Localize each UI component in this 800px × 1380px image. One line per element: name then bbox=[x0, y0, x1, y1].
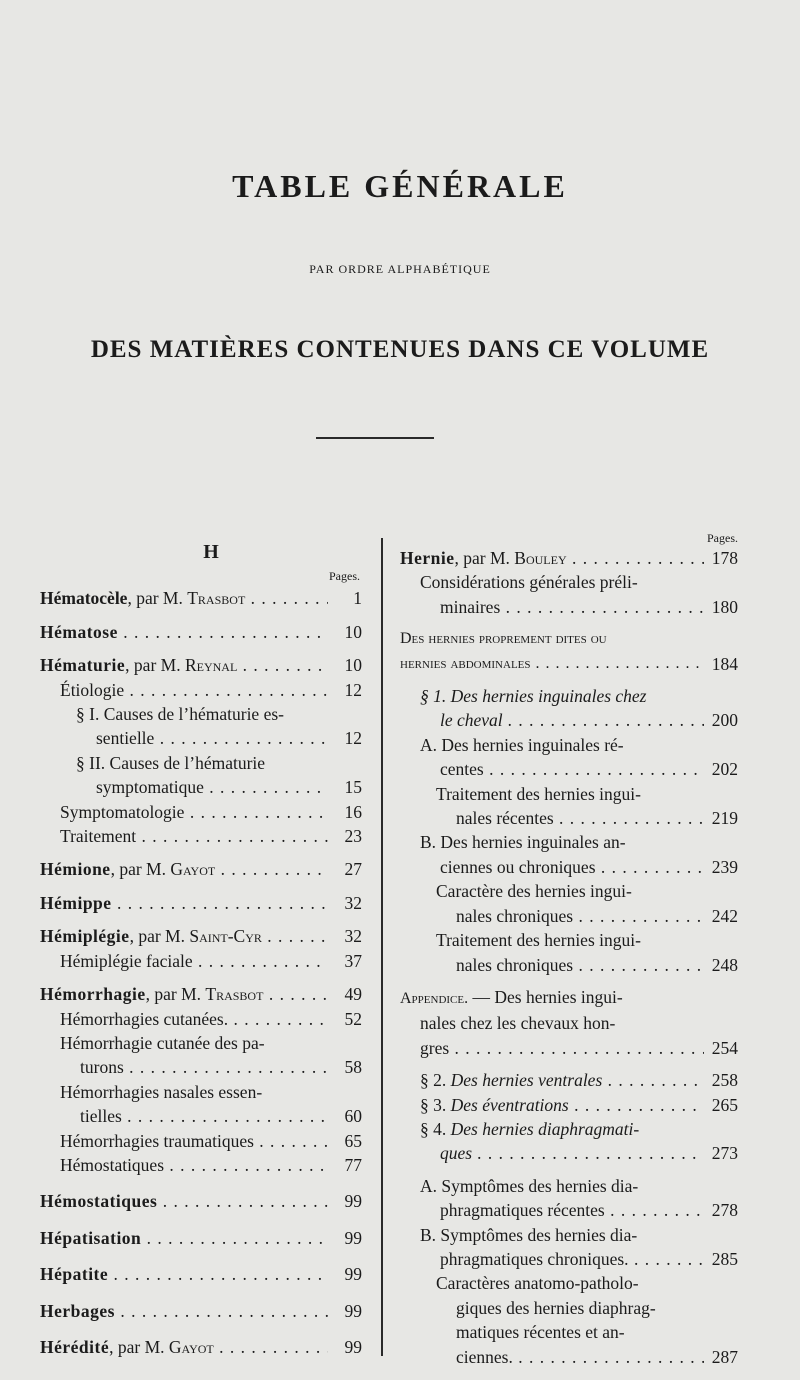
index-subentry bbox=[40, 1007, 362, 1031]
entry-page: 32 bbox=[344, 892, 362, 913]
entry-page: 278 bbox=[711, 1200, 738, 1221]
entry-page: 10 bbox=[344, 655, 362, 676]
entry-text-line2: le cheval bbox=[440, 710, 503, 731]
entry-page: 60 bbox=[344, 1106, 362, 1127]
index-entry bbox=[40, 891, 362, 915]
entry-text: Étiologie bbox=[60, 679, 125, 700]
entry-title: Hématurie bbox=[40, 655, 126, 676]
entry-title: Hématose bbox=[40, 621, 118, 642]
index-subentry bbox=[40, 949, 362, 973]
entry-author: Saint-Cyr bbox=[189, 926, 262, 947]
index-subentry bbox=[40, 1080, 362, 1129]
entry-page: 10 bbox=[344, 621, 362, 642]
entry-page: 242 bbox=[711, 905, 738, 926]
index-subentry bbox=[40, 824, 362, 848]
entry-page: 265 bbox=[711, 1094, 738, 1115]
entry-text-line1: — Des hernies ingui- bbox=[468, 986, 623, 1007]
entry-text-line2: minaires bbox=[440, 596, 501, 617]
entry-text: Des éventrations bbox=[450, 1094, 569, 1115]
index-entry: Hérédité, par M. Gayot . . . 99 bbox=[40, 1335, 362, 1359]
index-entry: Hématurie, par M. Reynal . . . 10 bbox=[40, 653, 362, 677]
index-subentry bbox=[400, 985, 738, 1060]
index-subentry bbox=[400, 879, 738, 928]
entry-text: Hémiplégie faciale bbox=[60, 950, 193, 971]
entry-text-line2: nales chez les chevaux hon- bbox=[420, 1013, 616, 1034]
index-subentry bbox=[40, 702, 362, 751]
entry-text: Des hernies ventrales bbox=[450, 1070, 603, 1091]
entry-page: 200 bbox=[711, 710, 738, 731]
entry-text-line1: Des hernies proprement dites ou bbox=[400, 630, 607, 648]
index-subentry bbox=[40, 1031, 362, 1080]
section-letter: H bbox=[203, 541, 219, 563]
entry-text-line2: nales récentes bbox=[456, 808, 554, 829]
entry-text-line1: Considérations générales préli- bbox=[420, 572, 638, 593]
index-subentry bbox=[400, 782, 738, 831]
entry-page: 99 bbox=[344, 1300, 362, 1321]
entry-text-line2: hernies abdominales bbox=[400, 654, 531, 672]
entry-page: 254 bbox=[711, 1037, 738, 1058]
entry-page: 99 bbox=[344, 1191, 362, 1212]
index-subentry bbox=[40, 1153, 362, 1177]
entry-text: Hémorrhagies traumatiques bbox=[60, 1130, 254, 1151]
entry-text-line2: phragmatiques récentes bbox=[440, 1200, 605, 1221]
index-entry bbox=[40, 620, 362, 644]
entry-title: Hématocèle bbox=[40, 588, 128, 609]
pages-label: Pages. bbox=[329, 569, 360, 584]
index-column-left bbox=[40, 540, 362, 1359]
entry-page: 16 bbox=[344, 801, 362, 822]
index-entry bbox=[40, 1189, 362, 1213]
index-entry: Hématocèle, par M. Trasbot . . . 1 bbox=[40, 586, 362, 610]
entry-page: 99 bbox=[344, 1336, 362, 1357]
entry-text: Hémorrhagies cutanées. bbox=[60, 1008, 229, 1029]
entry-text-line2: tielles bbox=[80, 1106, 122, 1127]
index-subentry bbox=[400, 830, 738, 879]
index-subentry bbox=[400, 684, 738, 733]
index-subentry bbox=[400, 1093, 738, 1117]
title-rule bbox=[316, 437, 434, 439]
entry-text-line2: nales chroniques bbox=[456, 905, 574, 926]
entry-page: 12 bbox=[344, 728, 362, 749]
index-entry bbox=[40, 1299, 362, 1323]
page-subtitle: PAR ORDRE ALPHABÉTIQUE bbox=[309, 262, 491, 276]
index-entry: Hémione, par M. Gayot . . . 27 bbox=[40, 857, 362, 881]
entry-text-line1: Traitement des hernies ingui- bbox=[436, 930, 641, 951]
entry-page: 1 bbox=[353, 588, 362, 609]
entry-text-line1: Des hernies diaphragmati- bbox=[450, 1118, 640, 1139]
entry-text-line1: Hémorrhagie cutanée des pa- bbox=[60, 1032, 265, 1053]
entry-title: Hémiplégie bbox=[40, 926, 130, 947]
entry-text-line1: Traitement des hernies ingui- bbox=[436, 783, 641, 804]
column-divider bbox=[381, 538, 383, 1356]
page-heading: DES MATIÈRES CONTENUES DANS CE VOLUME bbox=[90, 336, 710, 363]
entry-label: § 3. bbox=[420, 1094, 447, 1115]
index-subentry bbox=[40, 678, 362, 702]
entry-author: Trasbot bbox=[187, 588, 246, 609]
entry-title: Hernie bbox=[400, 548, 455, 568]
entry-page: 178 bbox=[711, 548, 738, 568]
entry-page: 65 bbox=[344, 1130, 362, 1151]
entry-text-line2: centes bbox=[440, 759, 484, 780]
entry-text-line3: matiques récentes et an- bbox=[456, 1322, 625, 1343]
entry-title: Herbages bbox=[40, 1300, 115, 1321]
entry-title: Hépatisation bbox=[40, 1227, 142, 1248]
index-subentry bbox=[400, 733, 738, 782]
index-column-right bbox=[400, 530, 738, 1369]
entry-text: Symptomatologie bbox=[60, 801, 185, 822]
index-subentry bbox=[400, 1117, 738, 1166]
index-subentry bbox=[40, 1129, 362, 1153]
entry-page: 180 bbox=[711, 596, 738, 617]
entry-title: Hérédité bbox=[40, 1336, 110, 1357]
entry-title: Hémione bbox=[40, 859, 111, 880]
index-subentry bbox=[400, 1223, 738, 1272]
index-subentry bbox=[400, 928, 738, 977]
index-subentry bbox=[400, 570, 738, 619]
entry-text-line1: § II. Causes de l’hématurie bbox=[76, 752, 266, 773]
entry-author: Bouley bbox=[514, 548, 567, 568]
entry-page: 23 bbox=[344, 826, 362, 847]
entry-text-line4: ciennes. bbox=[456, 1346, 513, 1367]
entry-text-line1: Caractère des hernies ingui- bbox=[436, 881, 632, 902]
entry-page: 273 bbox=[711, 1143, 738, 1164]
entry-author: Gayot bbox=[168, 1336, 214, 1357]
entry-page: 239 bbox=[711, 856, 738, 877]
page-title: TABLE GÉNÉRALE bbox=[232, 168, 568, 204]
entry-text-line2: turons bbox=[80, 1057, 124, 1078]
entry-text-line2: giques des hernies diaphrag- bbox=[456, 1297, 656, 1318]
entry-author: Trasbot bbox=[205, 984, 264, 1005]
entry-author: Gayot bbox=[170, 859, 216, 880]
entry-page: 49 bbox=[344, 984, 362, 1005]
index-subentry bbox=[400, 1271, 738, 1369]
entry-text-line1: § 1. Des hernies inguinales chez bbox=[420, 686, 647, 707]
entry-page: 37 bbox=[344, 950, 362, 971]
entry-title: Hépatite bbox=[40, 1264, 109, 1285]
entry-page: 27 bbox=[344, 859, 362, 880]
index-entry bbox=[40, 1262, 362, 1286]
entry-text-line1: A. Symptômes des hernies dia- bbox=[420, 1175, 639, 1196]
index-entry bbox=[40, 1226, 362, 1250]
entry-page: 285 bbox=[711, 1248, 738, 1269]
entry-page: 32 bbox=[344, 926, 362, 947]
entry-label: § 4. bbox=[420, 1118, 447, 1139]
entry-page: 287 bbox=[711, 1346, 738, 1367]
entry-text-line1: B. Symptômes des hernies dia- bbox=[420, 1224, 638, 1245]
index-subentry bbox=[40, 800, 362, 824]
entry-title: Hémorrhagie bbox=[40, 984, 146, 1005]
entry-page: 219 bbox=[711, 808, 738, 829]
entry-text-line1: B. Des hernies inguinales an- bbox=[420, 832, 626, 853]
entry-page: 184 bbox=[711, 653, 738, 674]
index-entry: Hémiplégie, par M. Saint-Cyr . . . 32 bbox=[40, 924, 362, 948]
entry-label: Appendice. bbox=[400, 989, 469, 1007]
entry-page: 202 bbox=[711, 759, 738, 780]
entry-text-line2: ques bbox=[440, 1143, 473, 1164]
entry-label: § 2. bbox=[420, 1070, 447, 1091]
entry-text-line1: Hémorrhagies nasales essen- bbox=[60, 1081, 263, 1102]
index-entry: Hémorrhagie, par M. Trasbot . . . 49 bbox=[40, 982, 362, 1006]
index-subentry bbox=[400, 627, 738, 676]
entry-text-line2: sentielle bbox=[96, 728, 155, 749]
index-subentry bbox=[40, 751, 362, 800]
entry-text: Hémostatiques bbox=[60, 1154, 165, 1175]
entry-text-line1: A. Des hernies inguinales ré- bbox=[420, 734, 624, 755]
entry-text-line1: § I. Causes de l’hématurie es- bbox=[76, 704, 284, 725]
index-subentry bbox=[400, 1068, 738, 1092]
entry-title: Hémippe bbox=[40, 892, 112, 913]
entry-page: 77 bbox=[344, 1154, 362, 1175]
entry-title: Hémostatiques bbox=[40, 1191, 158, 1212]
entry-page: 15 bbox=[344, 777, 362, 798]
entry-text-line2: symptomatique bbox=[96, 777, 204, 798]
entry-text-line2: phragmatiques chroniques. bbox=[440, 1248, 629, 1269]
entry-page: 99 bbox=[344, 1264, 362, 1285]
entry-page: 12 bbox=[344, 679, 362, 700]
entry-page: 99 bbox=[344, 1227, 362, 1248]
entry-text-line1: Caractères anatomo-patholo- bbox=[436, 1273, 639, 1294]
entry-page: 58 bbox=[344, 1057, 362, 1078]
pages-label: Pages. bbox=[707, 531, 738, 545]
entry-text-line3: gres bbox=[420, 1037, 450, 1058]
entry-author: Reynal bbox=[184, 655, 238, 676]
entry-text-line2: ciennes ou chroniques bbox=[440, 856, 596, 877]
index-entry: Hernie, par M. Bouley . . . 178 bbox=[400, 546, 738, 570]
entry-page: 258 bbox=[711, 1070, 738, 1091]
index-subentry bbox=[400, 1174, 738, 1223]
entry-page: 52 bbox=[344, 1008, 362, 1029]
entry-text: Traitement bbox=[60, 826, 137, 847]
entry-page: 248 bbox=[711, 954, 738, 975]
entry-text-line2: nales chroniques bbox=[456, 954, 574, 975]
